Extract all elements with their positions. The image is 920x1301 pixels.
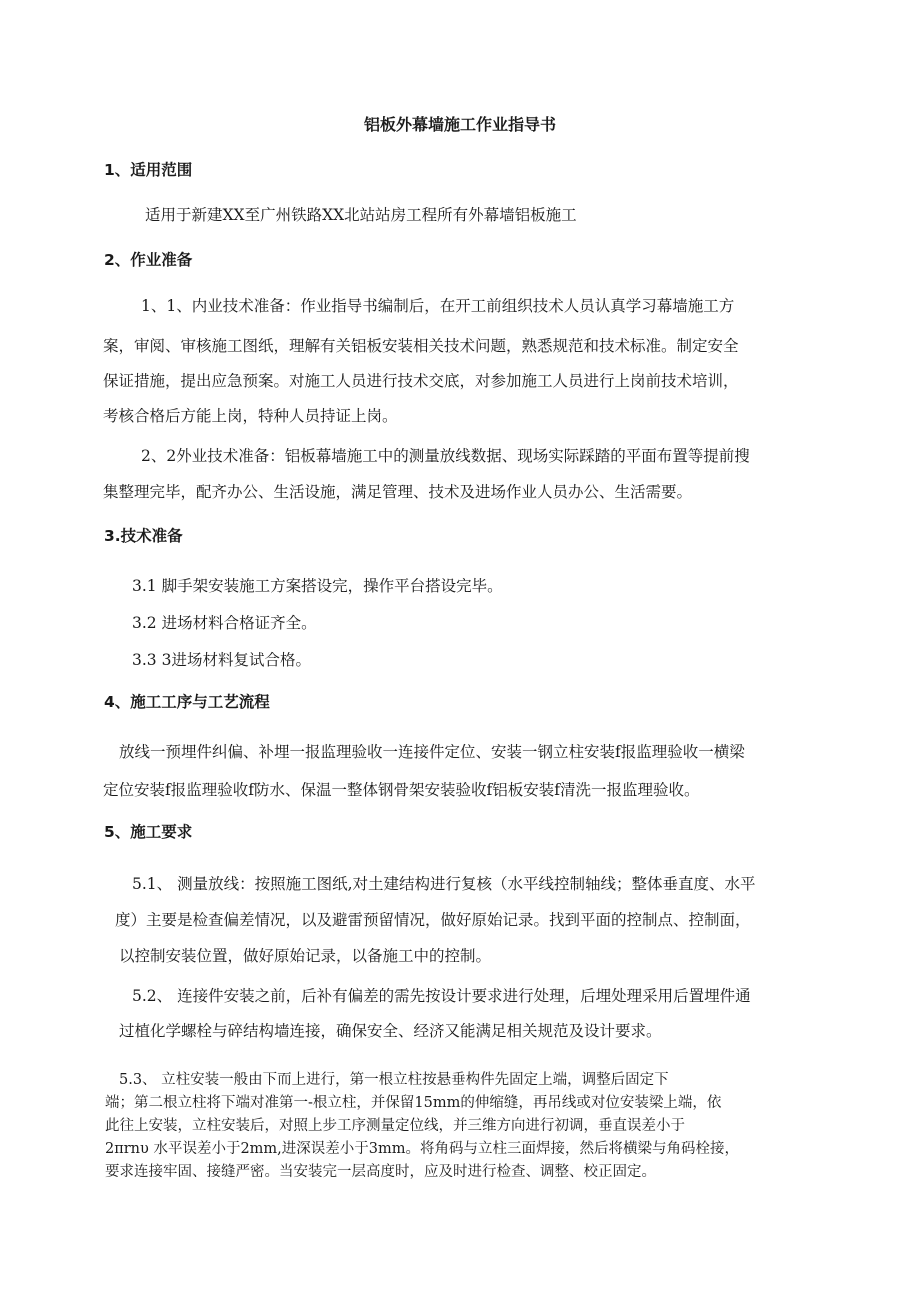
paragraph-line: 3.3 3进场材料复试合格。 bbox=[132, 651, 311, 669]
section-heading: 1、适用范围 bbox=[104, 161, 193, 179]
paragraph-line: 过植化学螺栓与碎结构墙连接，确保安全、经济又能满足相关规范及设计要求。 bbox=[119, 1022, 662, 1040]
paragraph-line: 1、1、内业技术准备：作业指导书编制后，在开工前组织技术人员认真学习幕墙施工方 bbox=[141, 297, 735, 315]
paragraph-line: 3.1 脚手架安装施工方案搭设完，操作平台搭设完毕。 bbox=[132, 577, 503, 595]
paragraph-line: 2πrnυ 水平误差小于2mm,进深误差小于3mm。将角码与立柱三面焊接，然后将横梁与角码栓接， bbox=[105, 1141, 740, 1157]
paragraph-line: 放线一预埋件纠偏、补埋一报监理验收一连接件定位、安装一钢立柱安装f报监理验收一横梁 bbox=[119, 743, 745, 761]
document-title: 铝板外幕墙施工作业指导书 bbox=[363, 115, 556, 134]
paragraph-line: 2、2外业技术准备：铝板幕墙施工中的测量放线数据、现场实际踩踏的平面布置等提前搜 bbox=[141, 447, 750, 465]
section-heading: 5、施工要求 bbox=[104, 823, 193, 841]
paragraph-line: 3.2 进场材料合格证齐全。 bbox=[132, 614, 317, 632]
paragraph-line: 保证措施，提出应急预案。对施工人员进行技术交底，对参加施工人员进行上岗前技术培训， bbox=[103, 372, 739, 390]
paragraph-line: 定位安装f报监理验收f防水、保温一整体钢骨架安装验收f铝板安装f清洗一报监理验收。 bbox=[103, 781, 700, 799]
paragraph-line: 以控制安装位置，做好原始记录，以备施工中的控制。 bbox=[119, 947, 492, 965]
paragraph-line: 案，审阅、审核施工图纸，理解有关铝板安装相关技术问题，熟悉规范和技术标准。制定安全 bbox=[103, 337, 739, 355]
section-heading: 2、作业准备 bbox=[104, 251, 193, 269]
paragraph-line: 端；第二根立柱将下端对准第一-根立柱，并保留15mm的伸缩缝，再吊线或对位安装梁上端，依 bbox=[105, 1095, 722, 1111]
section-heading: 3.技术准备 bbox=[104, 527, 183, 545]
paragraph-line: 集整理完毕，配齐办公、生活设施，满足管理、技术及进场作业人员办公、生活需要。 bbox=[103, 483, 693, 501]
paragraph-line: 5.2、 连接件安装之前，后补有偏差的需先按设计要求进行处理，后埋处理采用后置埋件通 bbox=[132, 987, 751, 1005]
paragraph-line: 适用于新建XX至广州铁路XX北站站房工程所有外幕墙铝板施工 bbox=[145, 206, 577, 224]
paragraph-line: 度）主要是检查偏差情况，以及避雷预留情况，做好原始记录。找到平面的控制点、控制面， bbox=[115, 911, 751, 929]
paragraph-line: 要求连接牢固、接缝严密。当安装完一层高度时，应及时进行检查、调整、校正固定。 bbox=[105, 1164, 656, 1180]
paragraph-line: 此往上安装，立柱安装后，对照上步工序测量定位线，并三维方向进行初调，垂直误差小于 bbox=[105, 1118, 685, 1134]
section-heading: 4、施工工序与工艺流程 bbox=[104, 693, 270, 711]
paragraph-line: 5.3、 立柱安装一般由下而上进行，第一根立柱按悬垂构件先固定上端，调整后固定下 bbox=[119, 1072, 669, 1088]
paragraph-line: 5.1、 测量放线：按照施工图纸,对土建结构进行复核（水平线控制轴线；整体垂直度、水平 bbox=[132, 875, 756, 893]
paragraph-line: 考核合格后方能上岗，特种人员持证上岗。 bbox=[103, 407, 398, 425]
